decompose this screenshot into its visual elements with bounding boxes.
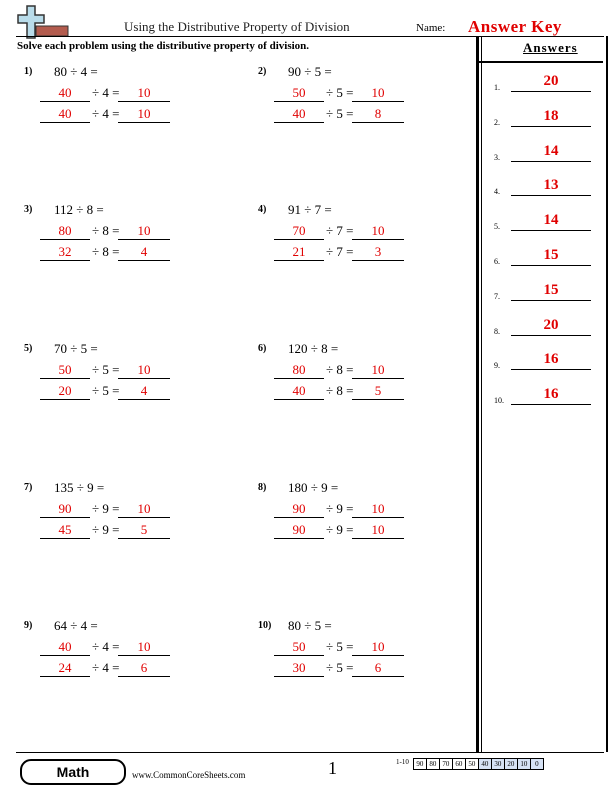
score-cell: 30 [492,758,505,770]
answer-value[interactable]: 14 [543,212,559,229]
partial-dividend-field[interactable]: 40 [274,106,324,123]
answer-value[interactable]: 20 [543,73,559,89]
distributive-step [40,522,200,540]
answer-row [494,388,594,408]
divisor-operator: ÷ 9 = [326,522,354,537]
answer-line [511,300,591,301]
problem-number: 1) [24,66,33,77]
answers-title: Answers [523,40,578,55]
divisor-operator: ÷ 5 = [326,639,354,654]
distributive-step [274,223,434,241]
answer-line [511,230,591,231]
partial-quotient-field[interactable]: 10 [118,501,170,518]
answer-number: 1. [494,83,500,92]
partial-quotient-field[interactable]: 3 [352,244,404,261]
distributive-step [274,244,434,262]
problem-equation: 120 ÷ 8 = [288,341,339,356]
distributive-step [40,244,200,262]
divisor-operator: ÷ 4 = [92,639,120,654]
partial-quotient-field[interactable]: 10 [118,85,170,102]
partial-dividend-field[interactable]: 45 [40,522,90,539]
plus-logo-icon [14,4,70,40]
problem-equation: 91 ÷ 7 = [288,202,332,217]
divisor-operator: ÷ 8 = [326,383,354,398]
problem-equation: 80 ÷ 4 = [54,64,98,79]
answer-number: 6. [494,257,500,266]
problem [24,620,214,700]
score-cell: 60 [453,758,466,770]
instructions: Solve each problem using the distributive property of division. [17,40,310,52]
partial-quotient-field[interactable]: 6 [352,660,404,677]
answer-line [511,126,591,127]
partial-quotient-field[interactable]: 10 [352,522,404,539]
divisor-operator: ÷ 9 = [92,522,120,537]
answer-row [494,142,594,165]
score-cell: 0 [531,758,544,770]
partial-dividend-field[interactable]: 40 [274,383,324,400]
problem-number: 9) [24,620,33,631]
divisor-operator: ÷ 4 = [92,660,120,675]
divisor-operator: ÷ 5 = [326,660,354,675]
distributive-step [40,639,200,657]
answers-title-rule [478,61,603,63]
answer-value[interactable]: 18 [543,107,559,124]
problem-equation: 80 ÷ 5 = [288,618,332,633]
distributive-step [274,501,434,519]
partial-quotient-field[interactable]: 6 [118,660,170,677]
score-range-label: 1-10 [396,758,409,766]
distributive-step [274,522,434,540]
distributive-step [274,106,434,124]
partial-quotient-field[interactable]: 10 [352,639,404,656]
divisor-operator: ÷ 8 = [92,223,120,238]
problem [258,66,448,146]
score-cell: 50 [466,758,479,770]
score-cell: 10 [518,758,531,770]
distributive-step [40,223,200,241]
partial-dividend-field[interactable]: 50 [40,362,90,379]
distributive-step [274,660,434,678]
divisor-operator: ÷ 7 = [326,244,354,259]
partial-quotient-field[interactable]: 10 [352,501,404,518]
answer-number: 3. [494,152,500,162]
name-label: Name: [416,22,446,34]
problem [24,204,214,284]
answer-number: 10. [494,396,504,406]
distributive-step [40,362,200,380]
answer-row [494,316,594,339]
score-cell: 40 [479,758,492,770]
divisor-operator: ÷ 8 = [92,244,120,259]
answer-value[interactable]: 14 [543,142,559,159]
score-cell: 90 [413,758,427,770]
problem-number: 4) [258,204,267,215]
problem-number: 6) [258,343,267,354]
partial-dividend-field[interactable]: 90 [40,501,90,518]
partial-dividend-field[interactable]: 90 [274,501,324,518]
answer-line [511,335,591,336]
divisor-operator: ÷ 5 = [326,85,354,100]
divisor-operator: ÷ 4 = [92,85,120,100]
divisor-operator: ÷ 7 = [326,223,354,238]
problem-equation: 180 ÷ 9 = [288,480,339,495]
answer-number: 8. [494,326,500,336]
problem-equation: 64 ÷ 4 = [54,618,98,633]
partial-dividend-field[interactable]: 50 [274,85,324,102]
score-cell: 70 [440,758,453,770]
answer-line [511,195,591,196]
problem-number: 7) [24,482,33,493]
divisor-operator: ÷ 5 = [92,383,120,398]
answer-number: 4. [494,187,500,197]
partial-quotient-field[interactable]: 10 [118,362,170,379]
partial-quotient-field[interactable]: 4 [118,383,170,400]
distributive-step [274,85,434,103]
problem [24,482,214,562]
divisor-operator: ÷ 9 = [92,501,120,516]
distributive-step [40,85,200,103]
problem-equation: 70 ÷ 5 = [54,341,98,356]
partial-quotient-field[interactable]: 10 [352,362,404,379]
divisor-operator: ÷ 8 = [326,362,354,377]
distributive-step [40,106,200,124]
partial-dividend-field[interactable]: 21 [274,244,324,261]
problem-number: 2) [258,66,267,77]
answer-value[interactable]: 20 [543,316,559,333]
answer-line [511,265,591,266]
partial-dividend-field[interactable]: 32 [40,244,90,261]
answer-line [511,369,591,370]
worksheet-title: Using the Distributive Property of Division [124,19,350,34]
answer-value[interactable]: 13 [543,177,559,194]
answer-row [494,107,594,130]
divisor-operator: ÷ 4 = [92,106,120,121]
answer-number: 7. [494,291,500,301]
partial-quotient-field[interactable]: 10 [352,85,404,102]
problem-number: 3) [24,204,33,215]
divisor-operator: ÷ 5 = [326,106,354,121]
partial-dividend-field[interactable]: 30 [274,660,324,677]
answer-row [494,353,594,373]
partial-quotient-field[interactable]: 8 [352,106,404,123]
answer-row [494,214,594,234]
answer-value[interactable]: 16 [543,386,559,403]
problem-equation: 135 ÷ 9 = [54,480,105,495]
problem [258,620,448,700]
answer-row [494,75,594,95]
partial-dividend-field[interactable]: 24 [40,660,90,677]
partial-quotient-field[interactable]: 10 [118,639,170,656]
problem-equation: 90 ÷ 5 = [288,64,332,79]
distributive-step [274,639,434,657]
partial-dividend-field[interactable]: 40 [40,106,90,123]
problem [258,204,448,284]
problem [24,343,214,423]
divisor-operator: ÷ 5 = [92,362,120,377]
subject-badge: Math [20,759,126,785]
answer-row [494,249,594,269]
partial-dividend-field[interactable]: 50 [274,639,324,656]
answer-number: 5. [494,222,500,232]
problem [258,343,448,423]
answers-panel-rule [481,36,482,752]
divisor-operator: ÷ 9 = [326,501,354,516]
problem [24,66,214,146]
distributive-step [274,362,434,380]
distributive-step [40,660,200,678]
problem-equation: 112 ÷ 8 = [54,202,104,217]
partial-dividend-field[interactable]: 80 [40,223,90,240]
partial-quotient-field[interactable]: 5 [352,383,404,400]
score-cell: 20 [505,758,518,770]
site-url: www.CommonCoreSheets.com [132,770,246,780]
partial-dividend-field[interactable]: 70 [274,223,324,240]
page-number: 1 [328,758,337,778]
answer-value[interactable]: 15 [543,247,559,263]
partial-quotient-field[interactable]: 10 [118,106,170,123]
answer-number: 2. [494,117,500,127]
partial-quotient-field[interactable]: 4 [118,244,170,261]
answer-line [511,404,591,405]
partial-quotient-field[interactable]: 10 [352,223,404,240]
partial-dividend-field[interactable]: 20 [40,383,90,400]
answer-line [511,161,591,162]
problem [258,482,448,562]
answer-value[interactable]: 15 [543,281,559,298]
answer-number: 9. [494,361,500,371]
distributive-step [40,501,200,519]
distributive-step [40,383,200,401]
answer-line [511,91,591,92]
problem-number: 8) [258,482,267,493]
partial-quotient-field[interactable]: 10 [118,223,170,240]
partial-dividend-field[interactable]: 40 [40,85,90,102]
footer-divider [16,752,604,753]
answer-key-label: Answer Key [468,17,562,36]
problem-number: 10) [258,620,272,631]
partial-dividend-field[interactable]: 40 [40,639,90,656]
distributive-step [274,383,434,401]
partial-dividend-field[interactable]: 80 [274,362,324,379]
answer-row [494,281,594,304]
score-table [396,758,544,770]
answer-row [494,179,594,199]
problem-number: 5) [24,343,33,354]
score-cell: 80 [427,758,440,770]
partial-quotient-field[interactable]: 5 [118,522,170,539]
answer-value[interactable]: 16 [543,351,559,368]
partial-dividend-field[interactable]: 90 [274,522,324,539]
